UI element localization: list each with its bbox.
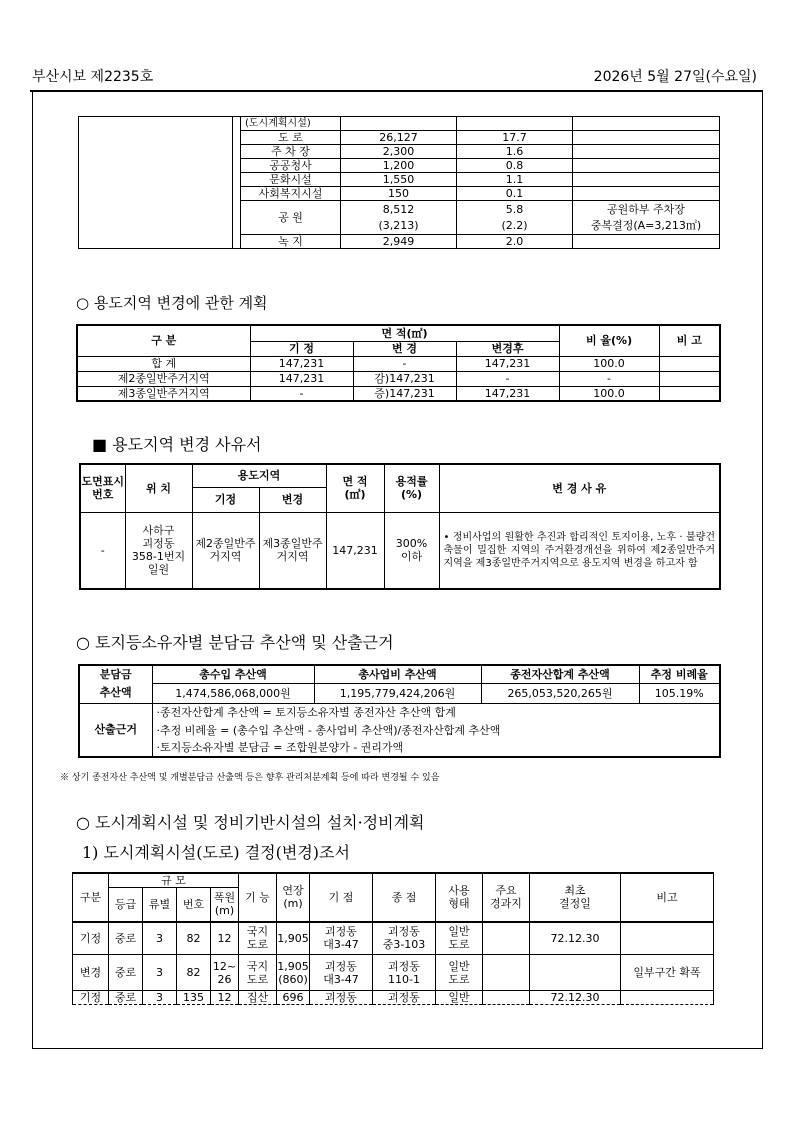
- facility-name: 녹 지: [241, 235, 341, 249]
- road-row-via: [483, 991, 530, 1005]
- reason-header-why: 변 경 사 유: [439, 464, 720, 512]
- facility-name: 공공청사: [241, 159, 341, 173]
- facility-ratio: 2.0: [457, 235, 573, 249]
- section-title-reason: ■ 용도지역 변경 사유서: [92, 435, 262, 454]
- zone-row-after: 147,231: [456, 356, 559, 371]
- road-row-via: [483, 922, 530, 955]
- facility-note: 공원하부 주차장: [573, 201, 720, 218]
- burden-header-assets: 종전자산합계 추산액: [481, 665, 639, 683]
- burden-label: 추산액: [79, 683, 152, 703]
- zone-row-before: 147,231: [250, 371, 353, 386]
- road-row-end: 괴정동 중3-103: [373, 922, 436, 955]
- road-header-via: 주요 경과지: [483, 873, 530, 922]
- road-row-start: 괴정동 대3-47: [310, 922, 373, 955]
- road-row-date: 72.12.30: [530, 991, 621, 1005]
- facility-name: 공 원: [241, 201, 341, 235]
- burden-value-ratio: 105.19%: [639, 683, 720, 703]
- burden-header-cost: 총사업비 추산액: [314, 665, 481, 683]
- facility-ratio: 5.8: [457, 201, 573, 218]
- facility-area: 26,127: [341, 131, 457, 145]
- road-header-scale: 규 모: [109, 873, 239, 888]
- facility-area: 1,200: [341, 159, 457, 173]
- burden-value-assets: 265,053,520,265원: [481, 683, 639, 703]
- road-row-date: [530, 955, 621, 991]
- burden-header-revenue: 총수입 추산액: [152, 665, 314, 683]
- reason-zone-before: 제2종일반주 거지역: [192, 512, 259, 589]
- road-row-use: 일반: [436, 991, 483, 1005]
- section-title-road: ○ 도시계획시설 및 정비기반시설의 설치·정비계획: [76, 813, 425, 832]
- facility-ratio: 0.1: [457, 187, 573, 201]
- road-header-gubun: 구분: [73, 873, 109, 922]
- facilities-caption: (도시계획시설): [241, 117, 341, 131]
- road-row-width: 12: [211, 991, 239, 1005]
- road-row-func: 집산: [239, 991, 277, 1005]
- reason-header-no: 도면표시 번호: [80, 464, 125, 512]
- zone-header-remark: 비 고: [659, 325, 720, 356]
- section-subtitle-road: 1) 도시계획시설(도로) 결정(변경)조서: [82, 843, 350, 862]
- facility-area: 1,550: [341, 173, 457, 187]
- burden-basis-line: ·종전자산합계 추산액 = 토지등소유자별 종전자산 추산액 합계: [152, 703, 720, 721]
- reason-header-area: 면 적 (㎡): [326, 464, 384, 512]
- zone-row-ratio: 100.0: [559, 386, 659, 401]
- burden-label: 분담금: [79, 665, 152, 683]
- facility-area: 2,300: [341, 145, 457, 159]
- zone-header-ratio: 비 율(%): [559, 325, 659, 356]
- facility-ratio: 1.6: [457, 145, 573, 159]
- road-row-grade: 중로: [109, 991, 143, 1005]
- road-header-end: 종 점: [373, 873, 436, 922]
- road-row-no: 82: [177, 922, 211, 955]
- zone-row-name: 제2종일반주거지역: [77, 371, 250, 386]
- road-row-end: 괴정동 110-1: [373, 955, 436, 991]
- road-header-remark: 비고: [621, 873, 714, 922]
- burden-note: ※ 상기 종전자산 추산액 및 개별분담금 산출액 등은 향후 관리처분계획 등에 따라 변경될 수 있음: [60, 773, 440, 783]
- road-header-func: 기 능: [239, 873, 277, 922]
- reason-header-far: 용적률 (%): [384, 464, 439, 512]
- road-row-use: 일반 도로: [436, 922, 483, 955]
- facility-name: 사회복지시설: [241, 187, 341, 201]
- road-row-via: [483, 955, 530, 991]
- road-header-start: 기 점: [310, 873, 373, 922]
- facility-name: 도 로: [241, 131, 341, 145]
- zone-row-change: 감)147,231: [353, 371, 456, 386]
- road-row-width: 12: [211, 922, 239, 955]
- burden-value-revenue: 1,474,586,068,000원: [152, 683, 314, 703]
- road-row-grade: 중로: [109, 922, 143, 955]
- road-row-len: 696: [277, 991, 310, 1005]
- facilities-table: [78, 116, 720, 249]
- facility-area-overlap: (3,213): [341, 218, 457, 235]
- road-row-width: 12~ 26: [211, 955, 239, 991]
- bulletin-issue: 부산시보 제2235호: [32, 69, 154, 85]
- facility-note: 중복결정(A=3,213㎡): [573, 218, 720, 235]
- road-row-remark: [621, 991, 714, 1005]
- road-table: [72, 872, 714, 1005]
- zone-row-name: 제3종일반주거지역: [77, 386, 250, 401]
- road-row-gubun: 기정: [73, 922, 109, 955]
- road-header-no: 번호: [177, 888, 211, 922]
- zone-header-change: 변 경: [353, 341, 456, 356]
- burden-basis-label: 산출근거: [79, 703, 152, 757]
- road-row-func: 국지 도로: [239, 922, 277, 955]
- facility-ratio: 17.7: [457, 131, 573, 145]
- road-row-remark: [621, 922, 714, 955]
- zone-row-before: -: [250, 386, 353, 401]
- zone-header-area: 면 적(㎡): [250, 325, 559, 341]
- road-row-date: 72.12.30: [530, 922, 621, 955]
- section-title-zone: ○ 용도지역 변경에 관한 계획: [76, 294, 268, 312]
- bulletin-date: 2026년 5월 27일(수요일): [593, 69, 757, 85]
- road-row-type: 3: [143, 955, 177, 991]
- facility-area: 150: [341, 187, 457, 201]
- zone-row-name: 합 계: [77, 356, 250, 371]
- zone-row-ratio: 100.0: [559, 356, 659, 371]
- reason-header-after: 변경: [259, 487, 326, 512]
- reason-table: [79, 463, 721, 590]
- facilities-blank-cell: [79, 117, 233, 249]
- zone-row-before: 147,231: [250, 356, 353, 371]
- burden-header-ratio: 추정 비례율: [639, 665, 720, 683]
- burden-basis-line: ·추정 비례율 = (총수입 추산액 - 총사업비 추산액)/종전자산합계 추산액: [152, 721, 720, 739]
- burden-basis-line: ·토지등소유자별 분담금 = 조합원분양가 - 권리가액: [152, 739, 720, 757]
- road-row-end: 괴정동: [373, 991, 436, 1005]
- burden-table: [78, 664, 721, 758]
- reason-header-loc: 위 치: [125, 464, 192, 512]
- road-header-grade: 등급: [109, 888, 143, 922]
- reason-location: 사하구 괴정동 358-1번지 일원: [125, 512, 192, 589]
- facility-area: 8,512: [341, 201, 457, 218]
- reason-header-before: 기정: [192, 487, 259, 512]
- road-row-func: 국지 도로: [239, 955, 277, 991]
- section-title-burden: ○ 토지등소유자별 분담금 추산액 및 산출근거: [76, 633, 394, 652]
- zone-header-before: 기 정: [250, 341, 353, 356]
- reason-header-zone: 용도지역: [192, 464, 326, 487]
- road-header-use: 사용 형태: [436, 873, 483, 922]
- zone-row-change: -: [353, 356, 456, 371]
- reason-zone-after: 제3종일반주 거지역: [259, 512, 326, 589]
- reason-no: -: [80, 512, 125, 589]
- zone-header-gubun: 구 분: [77, 325, 250, 356]
- zone-change-table: [76, 324, 721, 402]
- zone-header-after: 변경후: [456, 341, 559, 356]
- zone-row-after: 147,231: [456, 386, 559, 401]
- road-row-type: 3: [143, 922, 177, 955]
- road-row-grade: 중로: [109, 955, 143, 991]
- facility-name: 문화시설: [241, 173, 341, 187]
- road-header-date: 최초 결정일: [530, 873, 621, 922]
- reason-text: • 정비사업의 원활한 추진과 합리적인 토지이용, 노후 · 불량건축물이 밀집한 지역의 주거환경개선을 위하여 제2종일반주거지역을 제3종일반주거지역으로 용도지역 변경을 하고자 함: [439, 512, 720, 589]
- road-row-use: 일반 도로: [436, 955, 483, 991]
- road-row-start: 괴정동 대3-47: [310, 955, 373, 991]
- road-header-width: 폭원 (m): [211, 888, 239, 922]
- road-row-remark: 일부구간 확폭: [621, 955, 714, 991]
- road-row-len: 1,905: [277, 922, 310, 955]
- road-row-gubun: 기정: [73, 991, 109, 1005]
- zone-row-ratio: -: [559, 371, 659, 386]
- zone-row-change: 증)147,231: [353, 386, 456, 401]
- burden-value-cost: 1,195,779,424,206원: [314, 683, 481, 703]
- facility-area: 2,949: [341, 235, 457, 249]
- road-header-len: 연장 (m): [277, 873, 310, 922]
- reason-area: 147,231: [326, 512, 384, 589]
- road-row-no: 135: [177, 991, 211, 1005]
- road-row-start: 괴정동: [310, 991, 373, 1005]
- facility-name: 주 차 장: [241, 145, 341, 159]
- zone-row-after: -: [456, 371, 559, 386]
- facility-ratio-overlap: (2.2): [457, 218, 573, 235]
- road-row-type: 3: [143, 991, 177, 1005]
- road-row-gubun: 변경: [73, 955, 109, 991]
- facility-ratio: 1.1: [457, 173, 573, 187]
- facility-ratio: 0.8: [457, 159, 573, 173]
- reason-far: 300% 이하: [384, 512, 439, 589]
- road-header-type: 류별: [143, 888, 177, 922]
- road-row-no: 82: [177, 955, 211, 991]
- road-row-len: 1,905 (860): [277, 955, 310, 991]
